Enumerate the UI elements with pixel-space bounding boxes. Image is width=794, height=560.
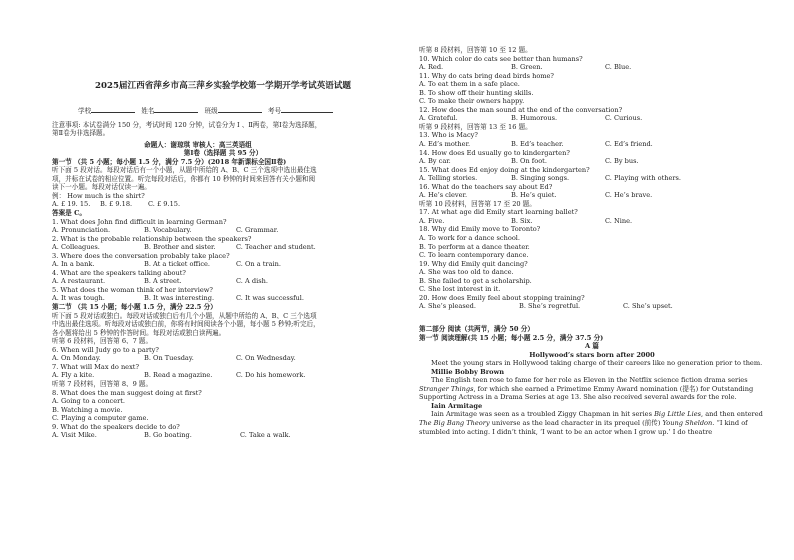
question-10: [419, 55, 765, 72]
question-9-option-a[interactable]: A. Visit Mike.: [52, 431, 97, 440]
left-column: [52, 0, 394, 440]
option-a[interactable]: A. On Monday.: [52, 354, 101, 363]
star-1-paragraph: [419, 376, 765, 402]
question-text: 13. Who is Macy?: [419, 131, 478, 140]
question-text: 4. What are the speakers talking about?: [52, 268, 186, 277]
question-20-options: [419, 302, 765, 311]
question-options: [52, 354, 394, 363]
part2-heading: 第二部分 阅读（共两节，满分 50 分）: [419, 324, 534, 333]
question-9-options: [52, 431, 394, 440]
question-18-option-b[interactable]: B. To perform at a dance theater.: [419, 242, 530, 251]
question-options: [52, 371, 394, 380]
question-12-options: [419, 114, 765, 123]
question-12-option-c[interactable]: C. Curious.: [605, 114, 643, 123]
star-1-text-2: , for which she earned a Primetime Emmy Award nomination (提名) for Outstanding Supporting Actress in a Drama Series at age 13. She also received several awards for the role.: [419, 384, 754, 402]
question-11: 11. Why do cats bring dead birds home?: [419, 71, 554, 80]
option-b[interactable]: B. At a ticket office.: [144, 260, 211, 269]
option-c[interactable]: C. He’s brave.: [605, 191, 653, 200]
material-8-heading: 听第 8 段材料，回答第 10 至 12 题。: [419, 46, 532, 54]
question-17-options: [419, 217, 765, 226]
option-a[interactable]: A. Fly a kite.: [52, 371, 95, 380]
question-11-option-a[interactable]: A. To eat them in a safe place.: [419, 80, 520, 89]
example-question: 例： How much is the shirt?: [52, 191, 145, 200]
question-8: 8. What does the man suggest doing at first?: [52, 388, 202, 397]
option-c[interactable]: C. Teacher and student.: [236, 243, 316, 252]
student-info-fields: [52, 105, 394, 116]
question-text: 10. Which color do cats see better than humans?: [419, 54, 583, 63]
star-2-text-1: Iain Armitage was seen as a troubled Ziggy Chapman in hit series: [431, 410, 655, 419]
option-c[interactable]: C. It was successful.: [236, 294, 304, 303]
option-b[interactable]: B. On foot.: [511, 157, 547, 166]
school-field[interactable]: [91, 105, 135, 113]
question-18: 18. Why did Emily move to Toronto?: [419, 225, 541, 234]
reading-intro: 第一节 阅读理解(共 15 小题；每小题 2.5 分，满分 37.5 分): [419, 333, 604, 342]
question-9-option-c[interactable]: C. Take a walk.: [240, 431, 291, 440]
question-options: [419, 63, 765, 72]
star-2-name: Iain Armitage: [431, 401, 483, 410]
section2-instructions-1: 听下面 5 段对话或独白。每段对话或独白后有几个小题，从题中所给的 A、B、C 三个选项: [52, 311, 317, 320]
option-c[interactable]: C. On Wednesday.: [236, 354, 296, 363]
question-20: 20. How does Emily feel about stopping training?: [419, 293, 585, 302]
listening-instructions-3: 读下一小题。每段对话仅读一遍。: [52, 183, 151, 192]
question-text: 15. What does Ed enjoy doing at the kindergarten?: [419, 165, 590, 174]
passage-label: A 篇: [584, 342, 599, 351]
credits: 命题人：谢琼琪 审核人：高三英语组: [144, 140, 252, 149]
question-17-option-b[interactable]: B. Six.: [511, 216, 533, 225]
material-10-heading: 听第 10 段材料，回答第 17 至 20 题。: [419, 199, 536, 208]
option-a[interactable]: A. Pronunciation.: [52, 226, 111, 235]
question-options: [419, 191, 765, 200]
class-field[interactable]: [218, 105, 262, 113]
listening-intro: 第一节 （共 5 小题；每小题 1.5 分，满分 7.5 分）(2018 年新课标全国Ⅱ卷): [52, 157, 287, 166]
question-19-option-c[interactable]: C. She lost interest in it.: [419, 285, 501, 294]
part1-title: 第Ⅰ卷（选择题 共 95 分）: [183, 149, 263, 158]
question-options: [52, 277, 394, 286]
star-2-text-2: , and then entered: [701, 410, 763, 419]
option-b[interactable]: B. Vocabulary.: [144, 226, 192, 235]
option-c[interactable]: C. Blue.: [605, 63, 632, 72]
question-8-option-b[interactable]: B. Watching a movie.: [52, 405, 123, 414]
option-a[interactable]: A. A restaurant.: [52, 277, 106, 286]
star-1-text-1: The English teen rose to fame for her role as Eleven in the Netflix science fiction drama series: [431, 376, 748, 385]
question-text: 14. How does Ed usually go to kindergarten?: [419, 148, 570, 157]
question-20-option-b[interactable]: B. She’s regretful.: [519, 302, 581, 311]
option-a[interactable]: A. Ed’s mother.: [419, 140, 471, 149]
option-b[interactable]: B. Read a magazine.: [144, 371, 213, 380]
question-options: [419, 157, 765, 166]
question-text: 2. What is the probable relationship between the speakers?: [52, 234, 252, 243]
option-b[interactable]: B. Green.: [511, 63, 543, 72]
example-options: [52, 200, 394, 209]
material-7-heading: 听第 7 段材料，回答第 8、9 题。: [52, 379, 153, 388]
option-a[interactable]: A. In a bank.: [52, 260, 95, 269]
option-a[interactable]: A. Telling stories.: [419, 174, 478, 183]
question-11-option-b[interactable]: B. To show off their hunting skills.: [419, 88, 534, 97]
question-19-option-a[interactable]: A. She was too old to dance.: [419, 268, 514, 277]
question-17-option-c[interactable]: C. Nine.: [605, 216, 633, 225]
name-field[interactable]: [154, 105, 198, 113]
star-2-text-4: . “I kind of stumbled into acting. I didn’t think, ‘I want to be an actor when I grow up.’ I do theatre: [419, 418, 748, 436]
question-options: [52, 260, 394, 269]
option-a[interactable]: A. He’s clever.: [419, 191, 468, 200]
option-b[interactable]: B. Singing songs.: [511, 174, 570, 183]
question-18-option-a[interactable]: A. To work for a dance school.: [419, 234, 521, 243]
passage-intro: Meet the young stars in Hollywood taking charge of their careers like no generation prior to them.: [431, 359, 763, 368]
question-text: 5. What does the woman think of her interview?: [52, 285, 213, 294]
example-option-b: B. £ 9.18.: [100, 200, 133, 209]
star-2-paragraph: [419, 410, 765, 436]
question-19-option-b[interactable]: B. She failed to get a scholarship.: [419, 276, 532, 285]
exam-number-label: 考号: [267, 107, 282, 115]
material-6-heading: 听第 6 段材料，回答第 6、7 题。: [52, 337, 153, 346]
question-12-option-a[interactable]: A. Grateful.: [419, 114, 458, 123]
questions-1-5: [52, 218, 394, 303]
section2-instructions-3: 各小题将给出 5 秒钟的作答时间。每段对话或独白读两遍。: [52, 328, 226, 337]
star-2-show-3: Young Sheldon: [662, 418, 713, 427]
example-option-c: C. £ 9.15.: [148, 200, 181, 209]
listening-instructions-2: 项，并标在试卷的相应位置。听完每段对话后，你都有 10 秒钟的时间来回答有关小题和阅: [52, 174, 316, 183]
option-c[interactable]: C. By bus.: [605, 157, 639, 166]
option-b[interactable]: B. Brother and sister.: [144, 243, 216, 252]
question-17: 17. At what age did Emily start learning ballet?: [419, 208, 578, 217]
star-1-name: Millie Bobby Brown: [431, 367, 505, 376]
option-c[interactable]: C. On a train.: [236, 260, 281, 269]
school-label: 学校: [78, 107, 92, 115]
question-text: 3. Where does the conversation probably take place?: [52, 251, 230, 260]
option-b[interactable]: B. A street.: [144, 277, 182, 286]
question-20-option-c[interactable]: C. She’s upset.: [623, 302, 673, 311]
option-b[interactable]: B. Ed’s teacher.: [511, 140, 564, 149]
example-option-a: A. £ 19. 15.: [52, 200, 91, 209]
material-9-heading: 听第 9 段材料，回答第 13 至 16 题。: [419, 122, 532, 131]
option-a[interactable]: A. Red.: [419, 63, 444, 72]
star-1-show: Stranger Things: [419, 384, 474, 393]
option-a[interactable]: A. Colleagues.: [52, 243, 100, 252]
star-2-show-2: The Big Bang Theory: [419, 418, 490, 427]
option-c[interactable]: C. Grammar.: [236, 226, 279, 235]
question-8-option-a[interactable]: A. Going to a concert.: [52, 397, 126, 406]
option-c[interactable]: C. Do his homework.: [236, 371, 306, 380]
option-a[interactable]: A. It was tough.: [52, 294, 105, 303]
passage-title: Hollywood’s stars born after 2000: [529, 350, 655, 359]
question-text: 16. What do the teachers say about Ed?: [419, 182, 553, 191]
question-9-option-b[interactable]: B. Go boating.: [144, 431, 192, 440]
question-19: 19. Why did Emily quit dancing?: [419, 259, 528, 268]
option-b[interactable]: B. It was interesting.: [144, 294, 215, 303]
question-20-option-a[interactable]: A. She’s pleased.: [419, 302, 476, 311]
question-text: 1. What does John find difficult in learning German?: [52, 217, 227, 226]
exam-number-field[interactable]: [281, 105, 333, 113]
option-c[interactable]: C. Ed’s friend.: [605, 140, 653, 149]
question-11-option-c[interactable]: C. To make their owners happy.: [419, 97, 525, 106]
questions-13-16: [419, 131, 765, 199]
option-b[interactable]: B. He’s quiet.: [511, 191, 557, 200]
section2-intro: 第二节 （共 15 小题；每小题 1.5 分，满分 22.5 分）: [52, 303, 217, 312]
question-options: [52, 294, 394, 303]
right-column: [419, 0, 765, 436]
star-2-show-1: Big Little Lies: [654, 410, 702, 419]
question-12-option-b[interactable]: B. Humorous.: [511, 114, 558, 123]
notes-line-2: 第Ⅱ卷为非选择题。: [52, 129, 110, 138]
question-text: 7. What will Max do next?: [52, 362, 139, 371]
star-2-text-3: universe as the lead character in its prequel (前传): [489, 418, 663, 427]
question-options: [52, 226, 394, 235]
question-18-option-c[interactable]: C. To learn contemporary dance.: [419, 251, 529, 260]
listening-instructions-1: 听下面 5 段对话。每段对话后有一个小题，从题中所给的 A、B、C 三个选项中选出最佳选: [52, 166, 317, 175]
option-a[interactable]: A. By car.: [419, 157, 451, 166]
questions-6-7: [52, 346, 394, 380]
name-label: 姓名: [141, 107, 155, 115]
question-8-option-c[interactable]: C. Playing a computer game.: [52, 414, 149, 423]
example-answer: 答案是 C。: [52, 209, 86, 218]
question-9: 9. What do the speakers decide to do?: [52, 422, 180, 431]
exam-title: 2025届江西省萍乡市高三萍乡实验学校第一学期开学考试英语试题: [95, 81, 351, 91]
question-options: [419, 174, 765, 183]
section2-instructions-2: 中选出最佳选项。听每段对话或独白前，你将有时间阅读各个小题，每小题 5 秒钟;听完后，: [52, 320, 320, 329]
question-options: [52, 243, 394, 252]
option-c[interactable]: C. Playing with others.: [605, 174, 682, 183]
question-17-option-a[interactable]: A. Five.: [419, 216, 445, 225]
option-b[interactable]: B. On Tuesday.: [144, 354, 194, 363]
question-text: 6. When will Judy go to a party?: [52, 345, 159, 354]
class-label: 班级: [204, 107, 218, 115]
question-options: [419, 140, 765, 149]
question-12: 12. How does the man sound at the end of the conversation?: [419, 105, 623, 114]
option-c[interactable]: C. A dish.: [236, 277, 268, 286]
notes-line-1: 注意事项: 本试卷满分 150 分，考试时间 120 分钟，试卷分为 Ⅰ 、Ⅱ两卷，第Ⅰ卷为选择题，: [52, 120, 322, 129]
